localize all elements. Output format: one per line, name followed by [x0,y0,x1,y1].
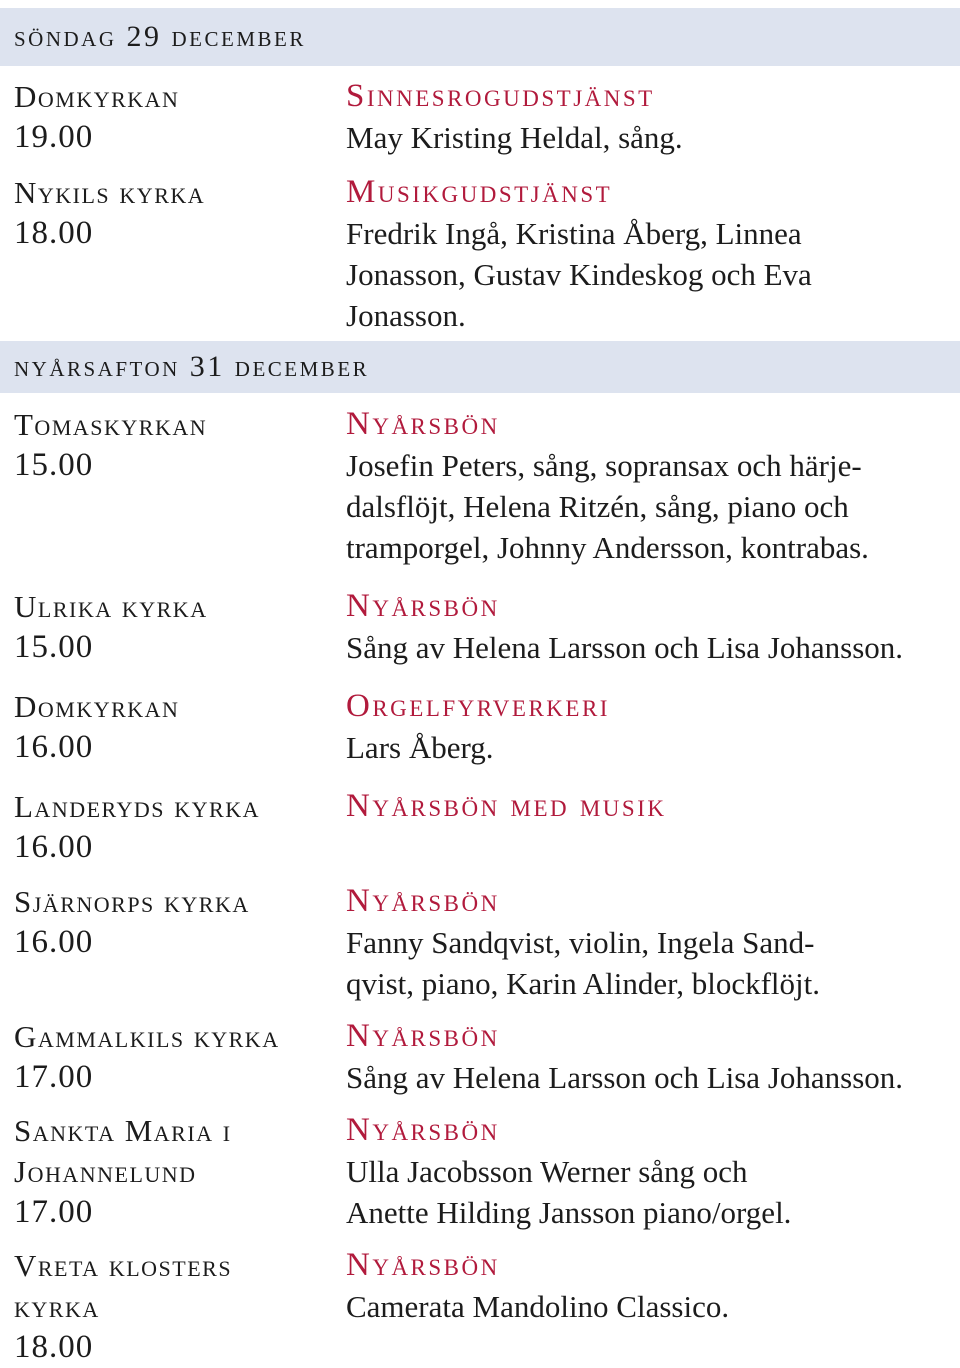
event-time: 15.00 [14,447,94,483]
event-block [346,1245,956,1327]
event-title: Nyårsbön [346,1112,500,1148]
event-description: Camerata Mandolino Classico. [346,1289,730,1324]
event-title: Orgelfyrverkeri [346,688,610,724]
event-time: 17.00 [14,1059,94,1095]
venue-block [14,1110,332,1233]
event-title: Nyårsbön [346,883,500,919]
venue-name: Ulrika kyrka [14,589,208,624]
event-block [346,404,956,568]
event-block [346,881,956,1004]
venue-name: Vreta klosters kyrka [14,1248,233,1324]
venue-name: Domkyrkan [14,79,180,114]
section-header-new-years-eve: nyårsafton 31 december [0,341,960,393]
event-block [346,686,956,768]
event-block [346,786,956,827]
venue-name: Sjärnorps kyrka [14,884,250,919]
venue-name: Tomaskyrkan [14,407,208,442]
event-time: 18.00 [14,1329,94,1365]
venue-block [14,404,332,486]
event-time: 18.00 [14,215,94,251]
event-time: 16.00 [14,829,94,865]
venue-name: Gammalkils kyrka [14,1019,280,1054]
venue-block [14,881,332,963]
event-title: Nyårsbön [346,1247,500,1283]
event-title: Nyårsbön [346,1018,500,1054]
venue-block [14,786,332,868]
venue-block [14,76,332,158]
event-block [346,172,956,336]
event-description: Fanny Sandqvist, violin, Ingela Sand- qvist, piano, Karin Alinder, blockflöjt. [346,925,821,1001]
event-time: 17.00 [14,1194,94,1230]
event-time: 19.00 [14,119,94,155]
event-block [346,1110,956,1233]
event-title: Nyårsbön [346,406,500,442]
venue-name: Domkyrkan [14,689,180,724]
event-description: Ulla Jacobsson Werner sång och Anette Hilding Jansson piano/orgel. [346,1154,792,1230]
venue-block [14,1245,332,1368]
event-title: Musikgudstjänst [346,174,613,210]
event-description: Josefin Peters, sång, sopransax och härje- dalsflöjt, Helena Ritzén, sång, piano och tramporgel, Johnny Andersson, kontrabas. [346,448,869,565]
event-block [346,1016,956,1098]
venue-block [14,1016,332,1098]
event-time: 16.00 [14,924,94,960]
event-block [346,76,956,158]
venue-name: Landeryds kyrka [14,789,260,824]
venue-name: Sankta Maria i Johannelund [14,1113,232,1189]
event-description: Sång av Helena Larsson och Lisa Johansson. [346,1060,904,1095]
venue-name: Nykils kyrka [14,175,206,210]
event-title: Nyårsbön [346,588,500,624]
section-header-sunday: söndag 29 december [0,8,960,66]
venue-block [14,172,332,254]
event-title: Nyårsbön med musik [346,788,667,824]
venue-block [14,586,332,668]
event-title: Sinnesrogudstjänst [346,78,655,114]
event-description: Sång av Helena Larsson och Lisa Johansson. [346,630,904,665]
event-description: Fredrik Ingå, Kristina Åberg, Linnea Jonasson, Gustav Kindeskog och Eva Jonasson. [346,216,812,333]
event-block [346,586,956,668]
event-time: 15.00 [14,629,94,665]
venue-block [14,686,332,768]
event-description: May Kristing Heldal, sång. [346,120,683,155]
event-time: 16.00 [14,729,94,765]
event-description: Lars Åberg. [346,730,494,765]
